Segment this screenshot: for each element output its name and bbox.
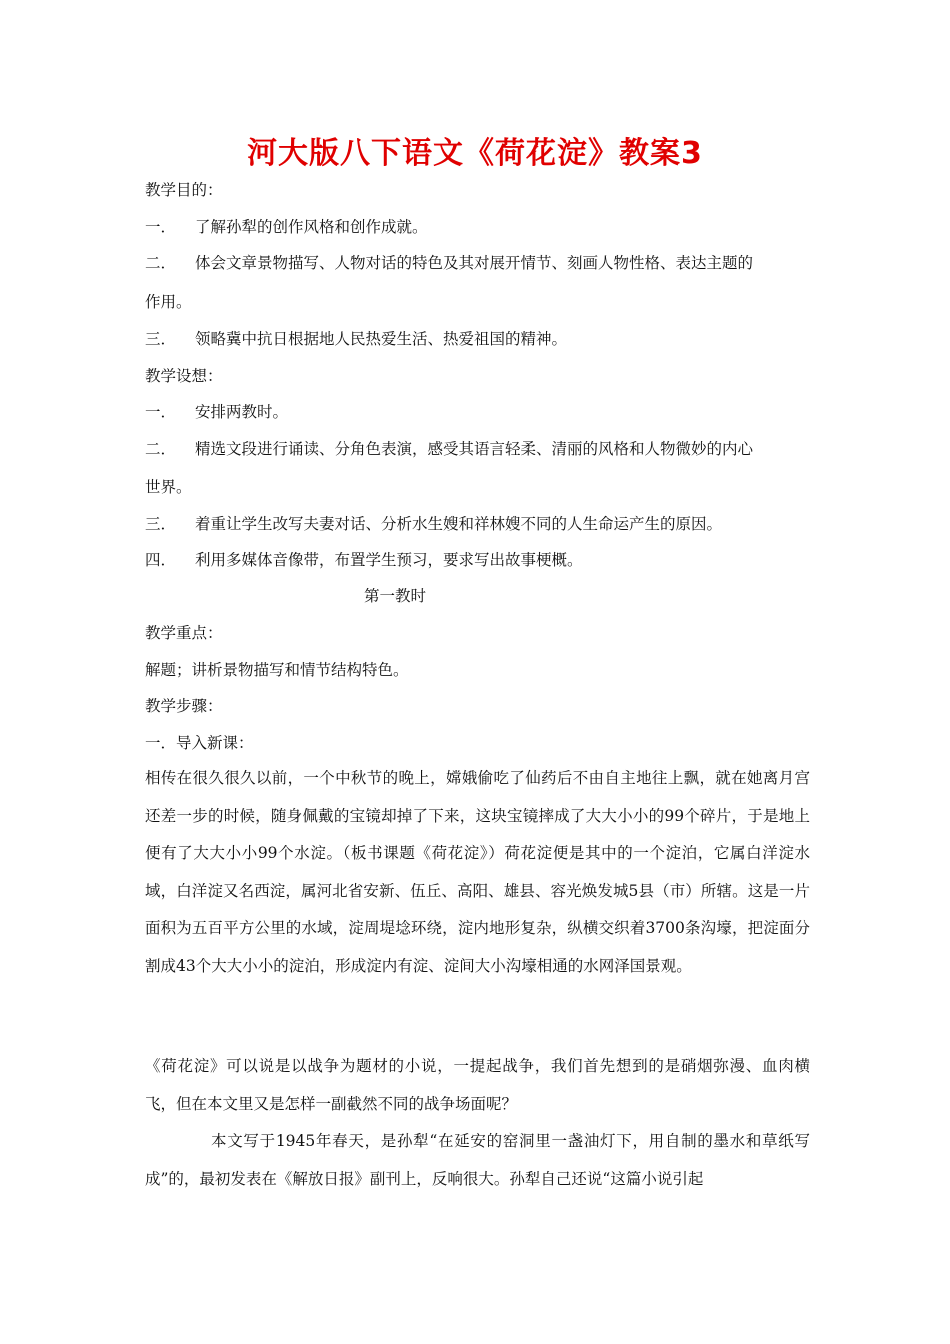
objective-item-1: [145, 215, 428, 237]
focus-heading: 教学重点：: [145, 624, 223, 642]
item-number: 二．: [145, 254, 177, 272]
steps-heading: 教学步骤：: [145, 697, 223, 715]
item-text: 精选文段进行诵读、分角色表演，感受其语言轻柔、清丽的风格和人物微妙的内心: [195, 440, 754, 458]
focus-text: 解题；讲析景物描写和情节结构特色。: [145, 661, 409, 679]
plan-item-2-continuation: 世界。: [145, 478, 192, 496]
background-paragraph: 本文写于1945年春天，是孙犁“在延安的窑洞里一盏油灯下，用自制的墨水和草纸写成”的，最初发表在《解放日报》副刊上，反响很大。孙犁自己还说“这篇小说引起: [145, 1132, 810, 1188]
objective-item-2-continuation: 作用。: [145, 293, 192, 311]
document-title: 河大版八下语文《荷花淀》教案3: [247, 136, 703, 171]
item-number: 三．: [145, 330, 177, 348]
item-number: 三．: [145, 515, 177, 533]
item-number: 一．: [145, 403, 177, 421]
item-text: 了解孙犁的创作风格和创作成就。: [195, 218, 428, 236]
item-text: 着重让学生改写夫妻对话、分析水生嫂和祥林嫂不同的人生命运产生的原因。: [195, 515, 723, 533]
intro-paragraph: 相传在很久很久以前，一个中秋节的晚上，嫦娥偷吃了仙药后不由自主地往上飘，就在她离月宫还差一步的时候，随身佩戴的宝镜却掉了下来，这块宝镜摔成了大大小小的99个碎片，于是地上便有了大大小小99个水淀。（板书课题《荷花淀》）荷花淀便是其中的一个淀泊，它属白洋淀水域，白洋淀又名西淀，属河北省安新、伍丘、高阳、雄县、容光焕发城5县（市）所辖。这是一片面积为五百平方公里的水域，淀周堤埝环绕，淀内地形复杂，纵横交织着3700条沟壕，把淀面分割成43个大大小小的淀泊，形成淀内有淀、淀间大小沟壕相通的水网泽国景观。: [145, 769, 810, 975]
item-text: 领略冀中抗日根据地人民热爱生活、热爱祖国的精神。: [195, 330, 568, 348]
item-number: 二．: [145, 440, 177, 458]
plan-item-1: [145, 400, 288, 422]
plan-item-3: [145, 512, 722, 534]
plan-item-2: [145, 437, 753, 459]
war-theme-paragraph: 《荷花淀》可以说是以战争为题材的小说，一提起战争，我们首先想到的是硝烟弥漫、血肉横飞，但在本文里又是怎样一副截然不同的战争场面呢？: [145, 1057, 810, 1113]
plan-item-4: [145, 548, 583, 570]
item-text: 体会文章景物描写、人物对话的特色及其对展开情节、刻画人物性格、表达主题的: [195, 254, 754, 272]
objective-item-3: [145, 327, 567, 349]
objective-item-2: [145, 251, 753, 273]
item-number: 一．: [145, 218, 177, 236]
item-text: 利用多媒体音像带，布置学生预习，要求写出故事梗概。: [195, 551, 583, 569]
lesson-heading: 第一教时: [363, 587, 426, 605]
step-1-heading: 一．导入新课：: [145, 734, 254, 752]
item-text: 安排两教时。: [195, 403, 289, 421]
plan-heading: 教学设想：: [145, 367, 223, 385]
item-number: 四．: [145, 551, 177, 569]
objectives-heading: 教学目的：: [145, 181, 223, 199]
